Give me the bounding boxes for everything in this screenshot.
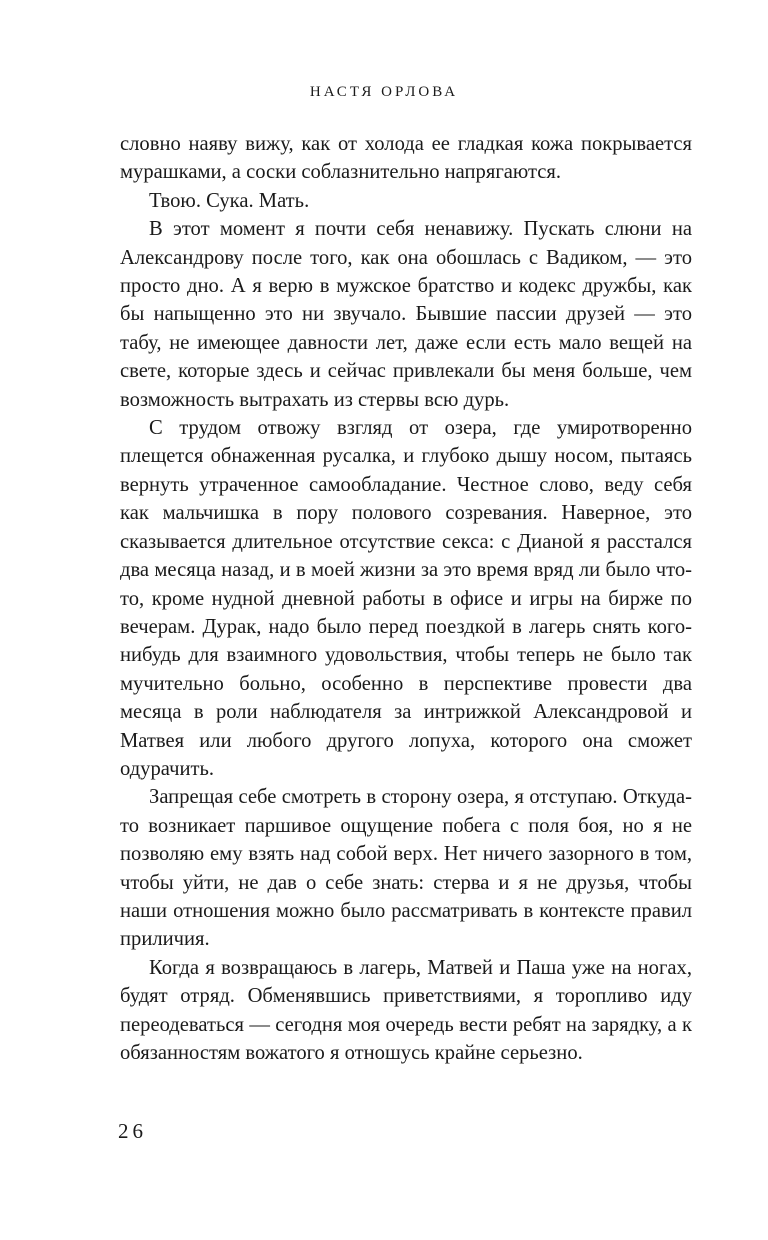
paragraph: С трудом отвожу взгляд от озера, где умиротворенно плещется обнаженная русалка, и глубоко дышу носом, пытаясь вернуть утраченное самообладание. Честное слово, веду себя как мальчишка в пору полового созревания. Наверное, это сказывается длительное отсутствие секса: с Дианой я расстался два месяца назад, и в моей жизни за это время вряд ли было что-то, кроме нудной дневной работы в офисе и игры на бирже по вечерам. Дурак, надо было перед поездкой в лагерь снять кого-нибудь для взаимного удовольствия, чтобы теперь не было так мучительно больно, особенно в перспективе провести два месяца в роли наблюдателя за интрижкой Александровой и Матвея или любого другого лопуха, которого она сможет одурачить. [120, 417, 692, 780]
running-head-author: НАСТЯ ОРЛОВА [309, 84, 459, 100]
paragraph-continuation: словно наяву вижу, как от холода ее гладкая кожа покрывается мурашками, а соски соблазнительно напрягаются. [120, 133, 692, 184]
paragraph: Твою. Сука. Мать. [149, 189, 310, 212]
body-text [120, 130, 692, 1067]
paragraph: Запрещая себе смотреть в сторону озера, я отступаю. Откуда-то возникает паршивое ощущение побега с поля боя, но я не позволяю ему взять над собой верх. Нет ничего зазорного в том, чтобы уйти, не дав о себе знать: стерва и я не друзья, чтобы наши отношения можно было рассматривать в контексте правил приличия. [120, 786, 692, 951]
paragraph: В этот момент я почти себя ненавижу. Пускать слюни на Александрову после того, как она обошлась с Вадиком, — это просто дно. А я верю в мужское братство и кодекс дружбы, как бы напыщенно это ни звучало. Бывшие пассии друзей — это табу, не имеющее давности лет, даже если есть мало вещей на свете, которые здесь и сейчас привлекали бы меня больше, чем возможность вытрахать из стервы всю дурь. [120, 218, 692, 411]
paragraph: Когда я возвращаюсь в лагерь, Матвей и Паша уже на ногах, будят отряд. Обменявшись приветствиями, я торопливо иду переодеваться — сегодня моя очередь вести ребят на зарядку, а к обязанностям вожатого я отношусь крайне серьезно. [120, 956, 692, 1064]
page-number: 26 [118, 1119, 147, 1143]
